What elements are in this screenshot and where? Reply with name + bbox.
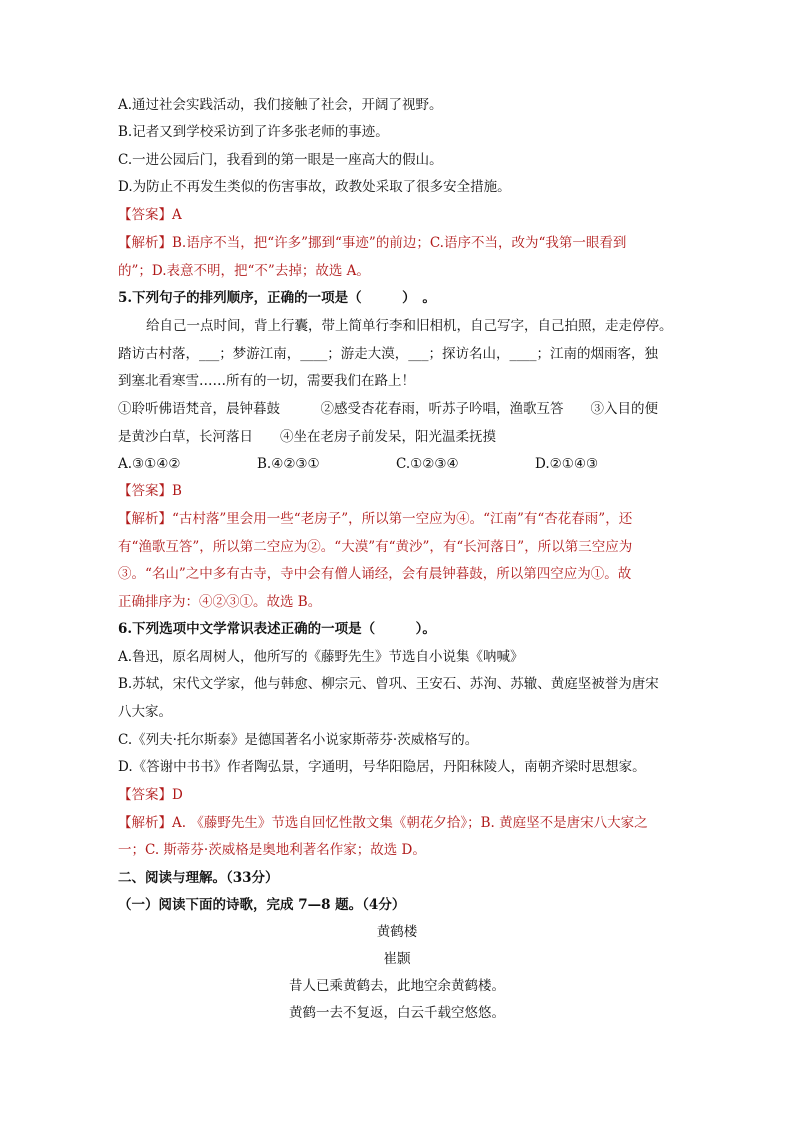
q5-analysis-line: 正确排序为：④②③①。故选 B。 [118,594,322,610]
q6-analysis-line: 【解析】A. 《藤野先生》节选自回忆性散文集《朝花夕拾》；B. 黄庭坚不是唐宋八大家之 [118,815,648,831]
q5-items-line: ①聆听佛语梵音，晨钟暮鼓 ②感受杏花春雨，听苏子吟唱，渔歌互答 ③入目的便 [118,401,658,417]
q5-answer: 【答案】B [118,483,182,499]
q5-items-line: 是黄沙白草，长河落日 ④坐在老房子前发呆，阳光温柔抚摸 [118,429,496,445]
q5-analysis-line: 【解析】“古村落”里会用一些“老房子”，所以第一空应为④。“江南”有“杏花春雨”，还 [118,511,633,527]
q5-passage-line: 给自己一点时间，背上行囊，带上简单行李和旧相机，自己写字，自己拍照，走走停停。 [146,318,673,334]
q5-analysis-line: ③。“名山”之中多有古寺，寺中会有僧人诵经，会有晨钟暮鼓，所以第四空应为①。故 [118,566,632,582]
q4-option-c: C.一进公园后门，我看到的第一眼是一座高大的假山。 [118,152,443,168]
q6-option-a: A.鲁迅，原名周树人，他所写的《藤野先生》节选自小说集《呐喊》 [118,649,524,665]
subsection-heading: （一）阅读下面的诗歌，完成 7—8 题。（4分） [118,897,406,913]
q5-choice-c: C.①②③④ [396,456,459,472]
q5-passage-line: 踏访古村落，___；梦游江南，____；游走大漠，___；探访名山，____；江南的烟雨客，独 [118,346,658,362]
q5-question: 5.下列句子的排列顺序，正确的一项是（ ） 。 [118,290,436,306]
q5-choice-d: D.②①④③ [535,456,599,472]
q6-option-d: D.《答谢中书书》作者陶弘景，字通明，号华阳隐居，丹阳秣陵人，南朝齐梁时思想家。 [118,759,646,775]
q4-option-d: D.为防止不再发生类似的伤害事故，政教处采取了很多安全措施。 [118,179,511,195]
q5-analysis-line: 有“渔歌互答”，所以第二空应为②。“大漠”有“黄沙”，有“长河落日”，所以第三空应为 [118,539,633,555]
section-heading: 二、阅读与理解。（33分） [118,870,279,886]
q4-analysis-line: 【解析】B.语序不当，把“许多”挪到“事迹”的前边；C.语序不当，改为“我第一眼看到 [118,235,627,251]
q4-analysis-line: 的”；D.表意不明，把“不”去掉；故选 A。 [118,263,370,279]
poem-line: 昔人已乘黄鹤去，此地空余黄鹤楼。 [289,978,505,994]
poem-title: 黄鹤楼 [376,924,418,940]
q4-option-b: B.记者又到学校采访到了许多张老师的事迹。 [118,124,389,140]
q5-passage-line: 到塞北看寒雪……所有的一切，需要我们在路上！ [118,373,415,389]
q6-option-b-cont: 八大家。 [118,704,172,720]
q5-choice-a: A.③①④② [118,456,181,472]
q6-analysis-line: 一；C. 斯蒂芬·茨威格是奥地利著名作家；故选 D。 [118,842,426,858]
q6-answer: 【答案】D [118,787,183,803]
q4-answer: 【答案】A [118,207,182,223]
q4-option-a: A.通过社会实践活动，我们接触了社会，开阔了视野。 [118,97,443,113]
q5-choice-b: B.④②③① [257,456,320,472]
poem-line: 黄鹤一去不复返，白云千载空悠悠。 [289,1005,505,1021]
poem-author: 崔颢 [383,951,411,967]
q6-option-b: B.苏轼，宋代文学家，他与韩愈、柳宗元、曾巩、王安石、苏洵、苏辙、黄庭坚被誉为唐宋 [118,676,659,692]
q6-question: 6.下列选项中文学常识表述正确的一项是（ ）。 [118,621,436,637]
q6-option-c: C.《列夫·托尔斯泰》是德国著名小说家斯蒂芬·茨威格写的。 [118,732,479,748]
